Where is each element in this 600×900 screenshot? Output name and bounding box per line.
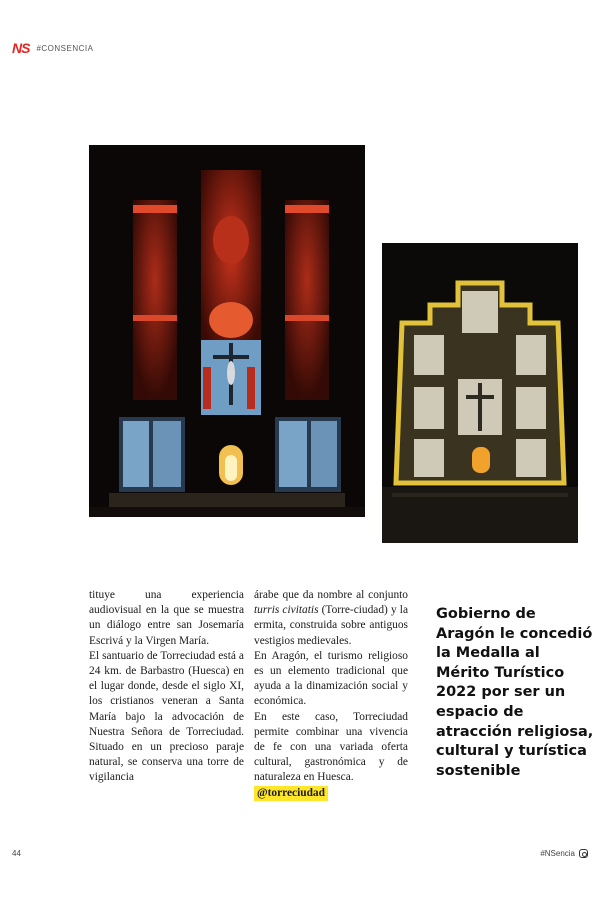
column2-paragraph-2: En Aragón, el turismo religioso es un elemento tradicional que ayuda a la dinamización social y económica.	[254, 649, 408, 708]
column2-paragraph-3: En este caso, Torreciudad permite combinar una vivencia de fe con una variada oferta cultural, gastronómica y de naturaleza en Huesca.	[254, 710, 408, 784]
column2-italic-term: turris civitatis	[254, 604, 319, 617]
social-handle-link[interactable]: @torreciudad	[254, 786, 328, 801]
column2-paragraph-1	[254, 588, 408, 649]
altarpiece-gold-illustration	[382, 243, 578, 543]
column1-paragraph-1: tituye una experiencia audiovisual en la que se muestra un diálogo entre san Josemaría Escrivá y la Virgen María.	[89, 589, 244, 647]
column1-paragraph-2: El santuario de Torreciudad está a 24 km. de Barbastro (Huesca) en el lugar donde, desde el siglo XI, los cristianos veneran a Santa María bajo la advocación de Nuestra Señora de Torreciudad. Situado en un precioso paraje natural, se conserva una torre de vigilancia	[89, 649, 244, 784]
altarpiece-red-illustration	[89, 145, 365, 517]
instagram-icon	[579, 849, 588, 858]
pull-quote: Gobierno de Aragón le concedió la Medalla al Mérito Turístico 2022 por ser un espacio de atracción religiosa, cultural y turística sostenible	[436, 606, 594, 779]
altarpiece-red-photo	[89, 145, 365, 517]
column2-text-b: (Torre-ciudad) y la ermita, construida sobre antiguos vestigios medievales.	[254, 604, 408, 647]
page-header	[12, 40, 93, 56]
page-number: 44	[12, 849, 21, 858]
text-column-1	[89, 588, 244, 786]
section-label: #CONSENCIA	[36, 43, 94, 53]
magazine-logo: NS	[12, 40, 30, 56]
text-column-2	[254, 588, 408, 801]
column2-text-a: árabe que da nombre al conjunto	[254, 589, 408, 601]
footer-social-tag: #NSencia	[540, 849, 575, 858]
altarpiece-gold-photo	[382, 243, 578, 543]
footer-social	[540, 849, 588, 858]
